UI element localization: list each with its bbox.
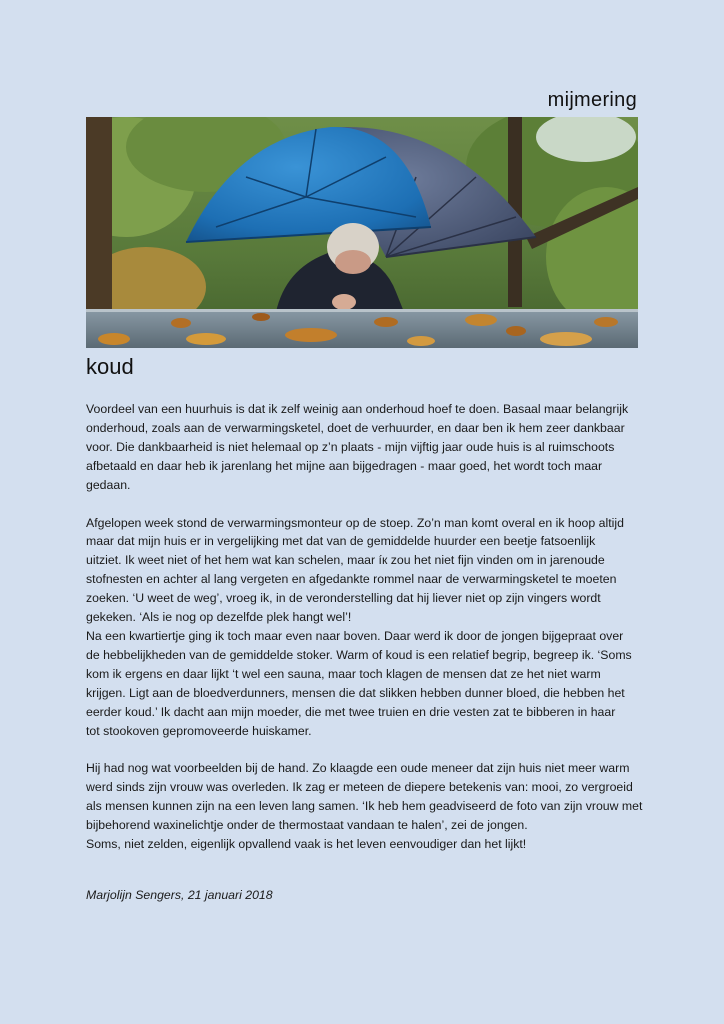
text-line: voor. Die dankbaarheid is niet helemaal op z’n plaats - mijn vijftig jaar oude huis is al ruimschoots (86, 439, 615, 454)
author-signature: Marjolijn Sengers, 21 januari 2018 (86, 888, 273, 902)
text-line: Afgelopen week stond de verwarmingsmonteur op de stoep. Zo’n man komt overal en ik hoop altijd (86, 515, 624, 530)
text-line: afbetaald en daar heb ik jarenlang het mijne aan bijgedragen - maar goed, het wordt toch maar (86, 458, 603, 473)
text-line: gekeken. ‘Als ie nog op dezelfde plek hangt wel’! (86, 610, 352, 625)
text-line: Hij had nog wat voorbeelden bij de hand. Zo klaagde een oude meneer dat zijn huis niet meer warm (86, 761, 630, 776)
paragraph (86, 514, 642, 741)
text-line: stofnesten en achter al lang vergeten en afgedankte rommel naar de verwarmingsketel te moeten (86, 572, 617, 587)
text-line: gedaan. (86, 477, 131, 492)
text-line: krijgen. Ligt aan de bloedverdunners, mensen die dat slikken hebben dunner bloed, die hebben het (86, 685, 625, 700)
text-line: onderhoud, zoals aan de verwarmingsketel, doet de verhuurder, en daar ben ik hem zeer dankbaar (86, 420, 625, 435)
paragraph (86, 759, 642, 854)
text-line: tot stookoven gepromoveerde huiskamer. (86, 723, 312, 738)
text-line: Soms, niet zelden, eigenlijk opvallend vaak is het leven eenvoudiger dan het lijkt! (86, 837, 527, 852)
text-line: bijbehorend waxinelichtje onder de thermostaat vandaan te halen’, zei de jongen. (86, 818, 528, 833)
text-line: maar dat mijn huis er in vergelijking met dat van de gemiddelde huurder een beetje fatsoenlijk (86, 534, 596, 549)
text-line: de hebbelijkheden van de gemiddelde stoker. Warm of koud is een relatief begrip, begreep ik. ‘Soms (86, 647, 632, 662)
text-line: werd sinds zijn vrouw was overleden. Ik zag er meteen de diepere betekenis van: mooi, zo vergroeid (86, 780, 633, 795)
text-line: zoeken. ‘U weet de weg’, vroeg ik, in de veronderstelling dat hij liever niet op zijn vingers wordt (86, 591, 601, 606)
text-line: als mensen kunnen zijn na een leven lang samen. ‘Ik heb hem geadviseerd de foto van zijn vrouw met (86, 799, 643, 814)
text-line: Voordeel van een huurhuis is dat ik zelf weinig aan onderhoud hoef te doen. Basaal maar belangrijk (86, 402, 629, 416)
header-photo (86, 117, 638, 348)
text-line: uitziet. Ik weet niet of het hem wat kan schelen, maar íк zou het niet fijn vinden om in jarenoude (86, 553, 605, 568)
text-line: eerder koud.’ Ik dacht aan mijn moeder, die met twee truien en drie vesten zat te bibberen in haar (86, 704, 616, 719)
text-line: kom ik ergens en daar lijkt ‘t wel een sauna, maar toch klagen de mensen dat ze het niet warm (86, 666, 601, 681)
section-label: mijmering (547, 89, 637, 111)
article-body (86, 400, 642, 854)
text-line: Na een kwartiertje ging ik toch maar even naar boven. Daar werd ik door de jongen bijgepraat over (86, 628, 624, 643)
article-title: koud (86, 354, 134, 379)
paragraph (86, 400, 642, 495)
